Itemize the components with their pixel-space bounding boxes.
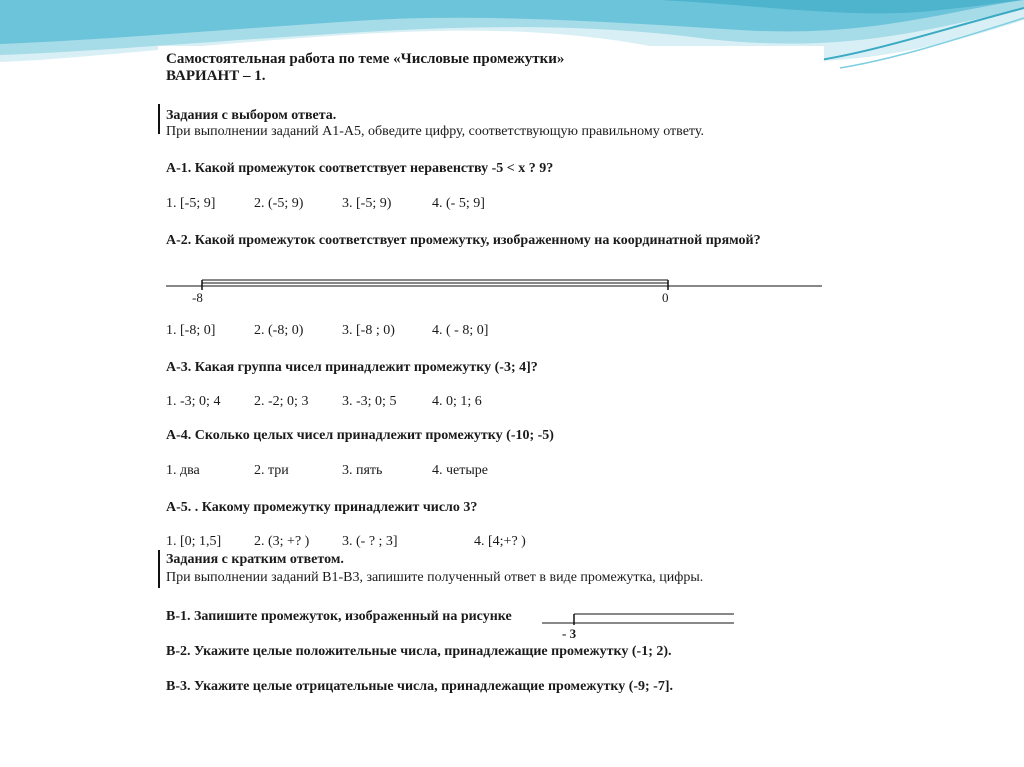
question-a3-options — [166, 394, 816, 414]
answer-option[interactable]: 1. [0; 1,5] — [166, 534, 222, 549]
answer-option[interactable]: 1. два — [166, 463, 200, 478]
number-line-label-left: -8 — [192, 290, 203, 305]
answer-option[interactable]: 3. -3; 0; 5 — [342, 394, 397, 409]
number-line-a2 — [158, 276, 824, 296]
section-a-heading: Задания с выбором ответа. — [166, 108, 337, 123]
question-a2-options — [166, 323, 816, 343]
section-a-margin-mark — [158, 104, 160, 134]
answer-option[interactable]: 3. [-8 ; 0) — [342, 323, 395, 338]
question-a1-options — [166, 196, 816, 216]
answer-option[interactable]: 1. [-8; 0] — [166, 323, 216, 338]
number-line-b1-label: - 3 — [562, 626, 577, 641]
worksheet-title: Самостоятельная работа по теме «Числовые промежутки» — [166, 51, 565, 67]
answer-option[interactable]: 4. [4;+? ) — [474, 534, 526, 549]
answer-option[interactable]: 4. 0; 1; 6 — [432, 394, 482, 409]
answer-option[interactable]: 4. четыре — [432, 463, 488, 478]
number-line-b1 — [538, 606, 738, 628]
question-a5: А-5. . Какому промежутку принадлежит число 3? — [166, 500, 478, 515]
question-a3: А-3. Какая группа чисел принадлежит промежутку (-3; 4]? — [166, 360, 538, 375]
answer-option[interactable]: 3. [-5; 9) — [342, 196, 392, 211]
worksheet-page — [158, 46, 824, 696]
question-a2: А-2. Какой промежуток соответствует промежутку, изображенному на координатной прямой? — [166, 233, 761, 248]
answer-option[interactable]: 2. (3; +? ) — [254, 534, 310, 549]
answer-option[interactable]: 3. пять — [342, 463, 383, 478]
answer-option[interactable]: 3. (- ? ; 3] — [342, 534, 398, 549]
question-a5-options — [166, 534, 816, 554]
answer-option[interactable]: 1. [-5; 9] — [166, 196, 216, 211]
section-b-margin-mark — [158, 550, 160, 588]
section-b-heading: Задания с кратким ответом. — [166, 552, 344, 567]
question-b2: В-2. Укажите целые положительные числа, принадлежащие промежутку (-1; 2). — [166, 644, 672, 659]
section-a-instruction: При выполнении заданий А1-А5, обведите цифру, соответствующую правильному ответу. — [166, 124, 704, 139]
number-line-label-right: 0 — [662, 290, 669, 305]
variant-label: ВАРИАНТ – 1. — [166, 68, 266, 84]
question-b3: В-3. Укажите целые отрицательные числа, принадлежащие промежутку (-9; -7]. — [166, 679, 674, 694]
answer-option[interactable]: 1. -3; 0; 4 — [166, 394, 221, 409]
answer-option[interactable]: 2. (-5; 9) — [254, 196, 304, 211]
answer-option[interactable]: 2. (-8; 0) — [254, 323, 304, 338]
answer-option[interactable]: 4. (- 5; 9] — [432, 196, 485, 211]
answer-option[interactable]: 2. -2; 0; 3 — [254, 394, 309, 409]
question-a4: А-4. Сколько целых чисел принадлежит промежутку (-10; -5) — [166, 428, 554, 443]
section-b-instruction: При выполнении заданий В1-В3, запишите полученный ответ в виде промежутка, цифры. — [166, 570, 704, 585]
answer-option[interactable]: 4. ( - 8; 0] — [432, 323, 489, 338]
question-a4-options — [166, 463, 816, 483]
question-a1: А-1. Какой промежуток соответствует неравенству -5 < x ? 9? — [166, 161, 554, 176]
question-b1: В-1. Запишите промежуток, изображенный на рисунке — [166, 609, 512, 624]
answer-option[interactable]: 2. три — [254, 463, 289, 478]
